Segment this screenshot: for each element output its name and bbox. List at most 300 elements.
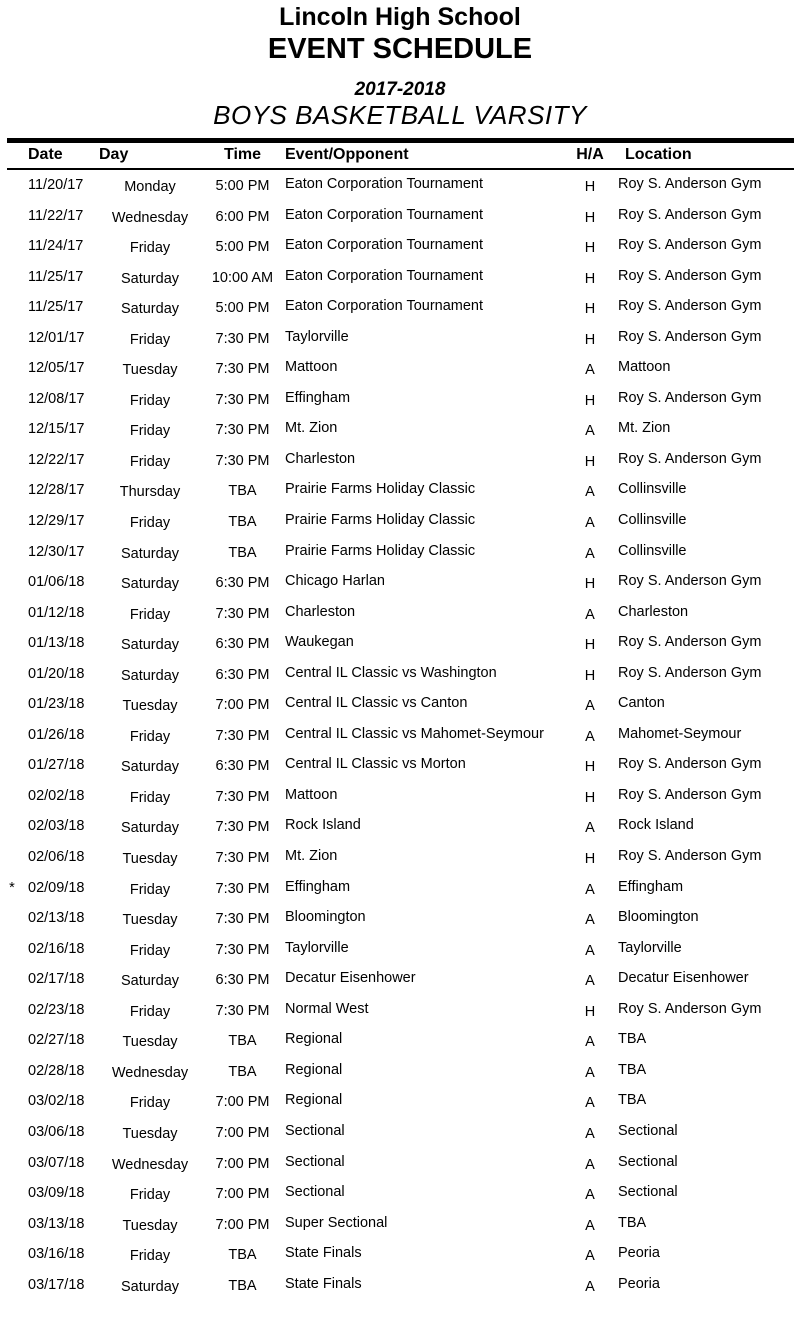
table-row [0,172,800,203]
table-row [0,783,800,814]
cell-event: State Finals [285,1245,362,1262]
cell-date: 03/09/18 [28,1185,85,1202]
cell-date: 01/13/18 [28,635,85,652]
cell-time: TBA [228,544,257,561]
cell-home-away: H [584,1003,596,1020]
cell-location: Mahomet-Seymour [618,725,742,742]
cell-location: Roy S. Anderson Gym [618,634,762,651]
cell-location: Decatur Eisenhower [618,970,749,987]
cell-date: 03/13/18 [28,1215,85,1232]
cell-date: 03/02/18 [28,1093,85,1110]
cell-location: Collinsville [618,512,687,529]
cell-date: 12/29/17 [28,513,85,530]
cell-home-away: A [585,973,595,990]
cell-date: 02/17/18 [28,971,85,988]
table-row [0,294,800,325]
cell-location: Collinsville [618,481,687,498]
cell-home-away: A [585,1064,595,1081]
cell-location: Roy S. Anderson Gym [618,237,762,254]
cell-date: 12/05/17 [28,360,85,377]
cell-date: 02/23/18 [28,1001,85,1018]
cell-time: 7:30 PM [215,850,270,867]
cell-date: 12/08/17 [28,390,85,407]
cell-home-away: H [584,759,596,776]
cell-location: Roy S. Anderson Gym [618,176,762,192]
table-row [0,661,800,692]
table-row [0,936,800,967]
cell-event: Effingham [285,878,351,895]
table-row [0,386,800,417]
cell-day: Tuesday [122,912,178,929]
cell-home-away: A [585,1125,595,1142]
cell-location: Canton [618,695,665,712]
cell-day: Tuesday [122,362,178,379]
cell-date: 11/22/17 [28,207,84,224]
cell-location: Rock Island [618,817,694,834]
cell-event: Central IL Classic vs Morton [285,756,466,773]
table-row [0,539,800,570]
cell-event: Waukegan [285,634,354,651]
cell-location: Bloomington [618,909,699,926]
table-row [0,1027,800,1058]
cell-time: TBA [228,1063,257,1080]
cell-date: 02/03/18 [28,818,85,835]
cell-date: 12/15/17 [28,421,85,438]
note-marker [0,1154,24,1181]
table-row [0,997,800,1028]
note-marker [0,298,24,325]
cell-home-away: A [585,1217,595,1234]
cell-location: Roy S. Anderson Gym [618,848,762,865]
team-label: BOYS BASKETBALL VARSITY [213,100,587,130]
event-column-header: Event/Opponent [285,146,409,163]
note-marker [0,420,24,447]
cell-home-away: A [585,1278,595,1295]
cell-time: TBA [228,1277,257,1294]
cell-day: Friday [129,453,171,470]
cell-day: Saturday [120,301,180,318]
cell-location: Peoria [618,1275,660,1292]
cell-home-away: A [585,423,595,440]
cell-event: Central IL Classic vs Canton [285,695,468,712]
cell-location: Roy S. Anderson Gym [618,786,762,803]
table-row [0,813,800,844]
table-row [0,203,800,234]
cell-time: 7:00 PM [215,1155,270,1172]
cell-date: 02/16/18 [28,940,85,957]
cell-day: Wednesday [111,1156,189,1173]
cell-event: Prairie Farms Holiday Classic [285,542,476,559]
cell-event: State Finals [285,1275,362,1292]
cell-location: Sectional [618,1184,678,1201]
cell-event: Regional [285,1092,343,1109]
date-column-header: Date [28,146,63,163]
cell-time: 7:30 PM [215,361,270,378]
cell-time: 10:00 AM [211,269,274,286]
cell-location: Sectional [618,1153,678,1170]
table-row [0,691,800,722]
cell-event: Central IL Classic vs Washington [285,664,497,681]
cell-home-away: H [584,240,596,257]
cell-time: 7:00 PM [215,1186,270,1203]
table-row [0,752,800,783]
note-marker [0,1123,24,1150]
cell-day: Wednesday [111,1064,189,1081]
cell-event: Regional [285,1061,343,1078]
note-marker [0,604,24,631]
cell-day: Friday [129,789,171,806]
note-marker: * [9,879,15,896]
cell-day: Saturday [120,667,180,684]
table-row [0,569,800,600]
cell-home-away: A [585,728,595,745]
cell-day: Tuesday [122,851,178,868]
note-marker [0,1245,24,1272]
cell-home-away: A [585,698,595,715]
cell-day: Saturday [120,973,180,990]
cell-time: 5:00 PM [215,178,270,194]
cell-date: 12/30/17 [28,543,85,560]
cell-home-away: A [585,1034,595,1051]
cell-day: Saturday [120,270,180,287]
cell-day: Friday [129,606,171,623]
cell-event: Mattoon [285,359,338,376]
note-marker [0,909,24,936]
cell-day: Saturday [120,637,180,654]
season-label: 2017-2018 [354,79,446,100]
cell-home-away: H [584,331,596,348]
cell-event: Decatur Eisenhower [285,970,416,987]
cell-location: Roy S. Anderson Gym [618,573,762,590]
cell-location: Mattoon [618,359,671,376]
cell-day: Friday [129,1187,171,1204]
cell-time: 7:30 PM [215,422,270,439]
cell-time: 6:00 PM [215,208,270,225]
cell-home-away: H [584,667,596,684]
note-marker [0,787,24,814]
cell-home-away: A [585,1156,595,1173]
cell-event: Bloomington [285,909,366,926]
schedule-rows [0,172,800,1302]
cell-day: Tuesday [122,698,178,715]
table-row [0,966,800,997]
cell-date: 01/06/18 [28,574,85,591]
cell-home-away: A [585,515,595,532]
table-row [0,1119,800,1150]
cell-date: 02/02/18 [28,787,85,804]
cell-day: Saturday [120,759,180,776]
cell-day: Saturday [120,576,180,593]
cell-home-away: H [584,789,596,806]
cell-time: 7:30 PM [215,605,270,622]
cell-event: Charleston [285,603,356,620]
cell-location: Roy S. Anderson Gym [618,267,762,284]
cell-date: 02/28/18 [28,1062,85,1079]
cell-location: Roy S. Anderson Gym [618,328,762,345]
cell-home-away: H [584,576,596,593]
cell-time: 6:30 PM [215,636,270,653]
cell-event: Sectional [285,1184,345,1201]
day-column-header: Day [99,146,129,163]
cell-home-away: A [585,942,595,959]
cell-time: TBA [228,1033,257,1050]
table-row [0,875,800,906]
cell-date: 12/22/17 [28,451,85,468]
cell-event: Prairie Farms Holiday Classic [285,512,476,529]
cell-location: Collinsville [618,542,687,559]
cell-home-away: H [584,270,596,287]
note-marker [0,940,24,967]
cell-day: Friday [129,331,171,348]
cell-location: TBA [618,1061,647,1078]
cell-date: 12/01/17 [28,329,85,346]
cell-date: 02/06/18 [28,849,85,866]
cell-date: 02/09/18 [28,879,85,896]
cell-event: Eaton Corporation Tournament [285,206,484,223]
cell-time: 7:30 PM [215,330,270,347]
cell-home-away: H [584,209,596,226]
table-row [0,508,800,539]
cell-event: Chicago Harlan [285,573,385,590]
cell-day: Friday [129,423,171,440]
cell-date: 11/25/17 [28,299,84,316]
cell-day: Friday [129,240,171,257]
note-marker [0,268,24,295]
cell-time: TBA [228,1247,257,1264]
note-marker [0,451,24,478]
cell-time: 6:30 PM [215,972,270,989]
cell-location: TBA [618,1031,647,1048]
note-marker [0,817,24,844]
location-column-header: Location [625,146,692,163]
column-header-row [0,143,800,167]
header-rule [7,168,794,171]
cell-date: 11/20/17 [28,177,84,193]
cell-day: Friday [129,881,171,898]
cell-time: 5:00 PM [215,300,270,317]
cell-time: 6:30 PM [215,758,270,775]
cell-date: 01/20/18 [28,665,85,682]
table-row [0,416,800,447]
cell-home-away: A [585,1095,595,1112]
note-marker [0,634,24,661]
cell-event: Sectional [285,1153,345,1170]
note-marker [0,329,24,356]
cell-home-away: A [585,881,595,898]
cell-location: Taylorville [618,939,682,956]
cell-day: Friday [129,728,171,745]
table-row [0,1088,800,1119]
cell-event: Rock Island [285,817,361,834]
table-row [0,1272,800,1303]
table-row [0,264,800,295]
note-marker [0,237,24,264]
cell-date: 11/25/17 [28,268,84,285]
cell-event: Eaton Corporation Tournament [285,176,484,192]
schedule-title: EVENT SCHEDULE [267,33,533,65]
note-marker [0,1001,24,1028]
cell-location: Peoria [618,1245,660,1262]
cell-time: 7:30 PM [215,941,270,958]
cell-event: Mattoon [285,786,338,803]
cell-event: Central IL Classic vs Mahomet-Seymour [285,725,544,742]
table-row [0,1211,800,1242]
note-marker [0,1184,24,1211]
cell-home-away: H [584,179,596,195]
cell-date: 02/27/18 [28,1032,85,1049]
cell-home-away: H [584,301,596,318]
cell-home-away: A [585,1248,595,1265]
cell-home-away: A [585,1187,595,1204]
cell-event: Sectional [285,1122,345,1139]
cell-date: 03/17/18 [28,1276,85,1293]
note-marker [0,481,24,508]
note-marker [0,573,24,600]
table-row [0,1058,800,1089]
note-marker [0,726,24,753]
cell-location: Charleston [618,603,689,620]
note-marker [0,970,24,997]
table-row [0,844,800,875]
cell-day: Friday [129,1003,171,1020]
cell-event: Eaton Corporation Tournament [285,237,484,254]
cell-event: Eaton Corporation Tournament [285,267,484,284]
note-marker [0,359,24,386]
cell-date: 01/27/18 [28,757,85,774]
cell-location: Mt. Zion [618,420,671,437]
cell-home-away: H [584,453,596,470]
school-name: Lincoln High School [279,3,521,31]
cell-time: 7:30 PM [215,819,270,836]
cell-location: TBA [618,1092,647,1109]
cell-time: 7:00 PM [215,1216,270,1233]
cell-time: 7:30 PM [215,727,270,744]
home-away-column-header: H/A [576,146,604,163]
cell-location: Roy S. Anderson Gym [618,298,762,315]
cell-day: Saturday [120,1278,180,1295]
note-marker [0,1215,24,1242]
table-row [0,233,800,264]
cell-time: 6:30 PM [215,666,270,683]
cell-location: Roy S. Anderson Gym [618,664,762,681]
cell-time: 7:00 PM [215,697,270,714]
cell-day: Friday [129,1248,171,1265]
cell-home-away: A [585,484,595,501]
table-row [0,355,800,386]
cell-home-away: A [585,912,595,929]
table-row [0,1241,800,1272]
table-row [0,477,800,508]
cell-day: Friday [129,515,171,532]
cell-date: 03/06/18 [28,1123,85,1140]
note-marker [0,1276,24,1303]
note-marker [0,695,24,722]
cell-day: Friday [129,942,171,959]
table-row [0,905,800,936]
cell-time: 7:30 PM [215,880,270,897]
table-row [0,1180,800,1211]
cell-event: Mt. Zion [285,848,338,865]
cell-time: TBA [228,483,257,500]
cell-location: Roy S. Anderson Gym [618,450,762,467]
cell-day: Friday [129,392,171,409]
cell-time: 7:00 PM [215,1094,270,1111]
cell-day: Monday [124,179,176,195]
note-marker [0,390,24,417]
note-marker [0,512,24,539]
cell-location: Roy S. Anderson Gym [618,389,762,406]
cell-event: Charleston [285,450,356,467]
cell-time: TBA [228,514,257,531]
note-marker [0,543,24,570]
cell-date: 03/16/18 [28,1246,85,1263]
note-marker [0,1062,24,1089]
cell-home-away: A [585,820,595,837]
note-marker [0,665,24,692]
cell-location: Roy S. Anderson Gym [618,756,762,773]
cell-event: Eaton Corporation Tournament [285,298,484,315]
cell-date: 01/12/18 [28,604,85,621]
cell-location: Roy S. Anderson Gym [618,1000,762,1017]
cell-time: 7:30 PM [215,452,270,469]
cell-time: 7:30 PM [215,911,270,928]
cell-day: Saturday [120,545,180,562]
time-column-header: Time [223,146,262,163]
note-marker [0,176,24,203]
cell-day: Tuesday [122,1217,178,1234]
cell-date: 01/26/18 [28,726,85,743]
cell-event: Prairie Farms Holiday Classic [285,481,476,498]
cell-date: 11/24/17 [28,238,84,255]
table-row [0,447,800,478]
cell-home-away: A [585,545,595,562]
note-marker [0,848,24,875]
cell-home-away: A [585,606,595,623]
cell-date: 02/13/18 [28,910,85,927]
cell-event: Normal West [285,1000,369,1017]
cell-event: Super Sectional [285,1214,388,1231]
cell-home-away: A [585,362,595,379]
cell-date: 01/23/18 [28,696,85,713]
cell-event: Taylorville [285,328,349,345]
cell-location: TBA [618,1214,647,1231]
cell-location: Effingham [618,878,684,895]
table-row [0,722,800,753]
cell-day: Wednesday [111,209,189,226]
cell-day: Saturday [120,820,180,837]
cell-time: 7:30 PM [215,1002,270,1019]
table-row [0,1150,800,1181]
cell-location: Roy S. Anderson Gym [618,206,762,223]
cell-event: Regional [285,1031,343,1048]
note-marker [0,207,24,234]
note-marker [0,756,24,783]
cell-time: 5:00 PM [215,239,270,256]
cell-time: 6:30 PM [215,575,270,592]
cell-date: 03/07/18 [28,1154,85,1171]
note-marker [0,1031,24,1058]
cell-home-away: H [584,637,596,654]
cell-event: Taylorville [285,939,349,956]
cell-day: Tuesday [122,1034,178,1051]
cell-home-away: H [584,392,596,409]
cell-event: Effingham [285,389,351,406]
table-row [0,325,800,356]
cell-home-away: H [584,851,596,868]
cell-day: Tuesday [122,1125,178,1142]
cell-date: 12/28/17 [28,482,85,499]
table-row [0,630,800,661]
